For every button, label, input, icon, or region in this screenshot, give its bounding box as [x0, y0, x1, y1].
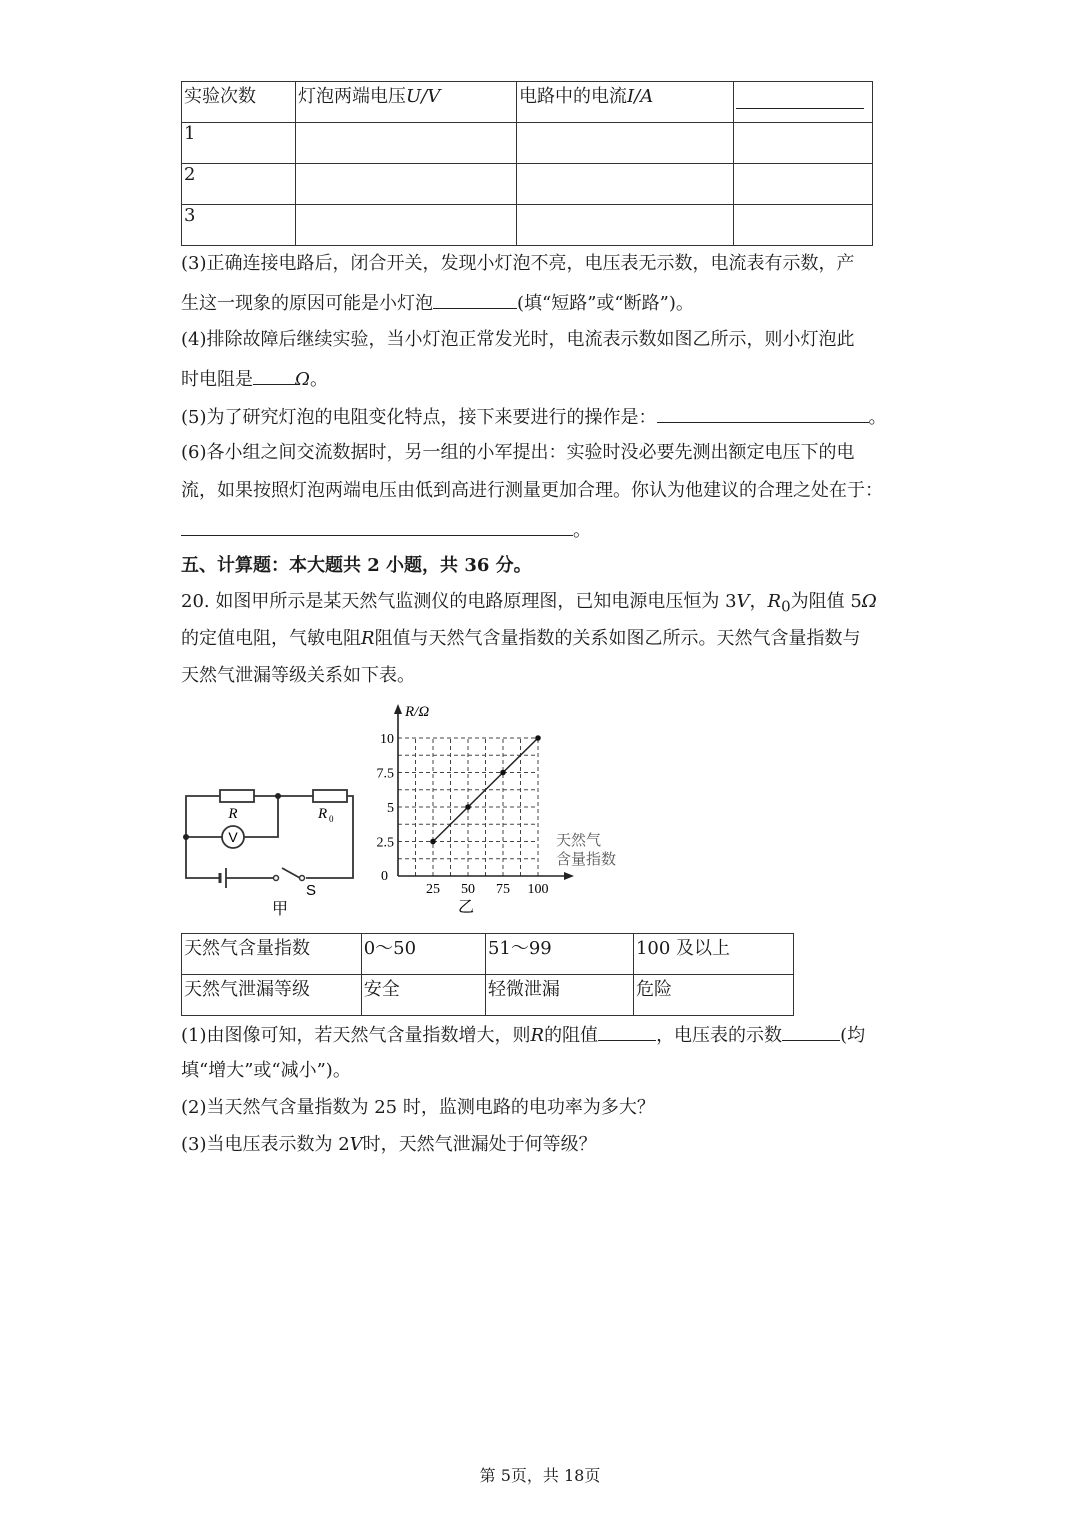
q3-text: 生这一现象的原因可能是小灯泡 [181, 293, 433, 314]
q20-comma: ， [749, 591, 768, 612]
header-current-symbol: I/A [627, 86, 654, 107]
table-cell [734, 164, 873, 205]
q20-1-text-d: (均 [840, 1025, 866, 1046]
q20-volt-unit: V [736, 591, 750, 612]
y-tick-label: 2.5 [376, 835, 394, 851]
header-blank [734, 82, 873, 123]
x-axis-label-line1: 天然气 [556, 831, 602, 849]
voltmeter-label: V [228, 829, 238, 845]
q20-r0-subscript: 0 [781, 597, 791, 616]
table-cell: 100 及以上 [633, 934, 793, 975]
q20-line2 [181, 627, 861, 651]
x-axis-label-line2: 含量指数 [556, 850, 617, 868]
header-blank-line [736, 90, 864, 109]
q3-answer-blank [433, 290, 517, 309]
header-voltage-symbol: U/V [406, 86, 441, 107]
chart-caption: 乙 [457, 897, 475, 916]
q20-1-blank-2 [782, 1022, 840, 1041]
q20-r0-symbol: R [767, 591, 782, 612]
table-row [182, 975, 794, 1016]
q20-text-a: 20. 如图甲所示是某天然气监测仪的电路原理图，已知电源电压恒为 3 [181, 591, 737, 612]
data-point [430, 839, 436, 845]
switch-label: S [305, 882, 317, 899]
q20-3-text-a: (3)当电压表示数为 2 [181, 1134, 350, 1155]
table-cell: 51～99 [485, 934, 633, 975]
q20-2-line: (2)当天然气含量指数为 25 时，监测电路的电功率为多大？ [181, 1097, 655, 1118]
q3-hint: (填“短路”或“断路”)。 [517, 293, 694, 314]
y-axis-arrow [394, 704, 402, 714]
label-r0-sub: 0 [329, 814, 334, 824]
section-heading: 五、计算题：本大题共 2 小题，共 36 分。 [181, 555, 532, 576]
table-cell: 天然气含量指数 [182, 934, 362, 975]
table-cell: 1 [182, 123, 296, 164]
table-cell [296, 164, 517, 205]
chart-ticks [377, 732, 549, 897]
q20-1-text-b: 的阻值 [544, 1025, 599, 1046]
q20-r-symbol: R [361, 628, 375, 649]
q20-text-e: 阻值与天然气含量指数的关系如图乙所示。天然气含量指数与 [374, 628, 861, 649]
q20-ohm-unit: Ω [861, 591, 877, 612]
q6-end: 。 [573, 520, 591, 541]
header-voltage-text: 灯泡两端电压 [298, 86, 407, 107]
x-axis-arrow [564, 872, 574, 880]
resistor-r [220, 790, 254, 802]
circuit-caption: 甲 [271, 899, 289, 918]
table-row [182, 934, 794, 975]
q4-line1: (4)排除故障后继续实验，当小灯泡正常发光时，电流表示数如图乙所示，则小灯泡此 [181, 329, 855, 350]
header-trial-text: 实验次数 [184, 86, 256, 107]
table-cell: 2 [182, 164, 296, 205]
table-cell: 轻微泄漏 [485, 975, 633, 1016]
x-tick-label: 25 [426, 882, 440, 897]
q4-end: 。 [309, 369, 328, 390]
y-tick-label: 5 [387, 801, 394, 816]
resistor-r0 [313, 790, 347, 802]
q20-1-blank-1 [598, 1022, 656, 1041]
junction-top [275, 793, 281, 799]
q20-1-text-a: (1)由图像可知，若天然气含量指数增大，则 [181, 1025, 531, 1046]
switch-pivot [300, 876, 305, 881]
table-cell [734, 123, 873, 164]
q5-end: 。 [868, 407, 887, 428]
resistance-chart [360, 696, 640, 924]
wire-top-left [186, 796, 220, 837]
x-tick-label: 50 [461, 882, 475, 897]
table-row [182, 123, 873, 164]
q6-line2: 流，如果按照灯泡两端电压由低到高进行测量更加合理。你认为他建议的合理之处在于： [181, 480, 883, 501]
q20-3-volt-unit: V [349, 1134, 363, 1155]
wire-right [306, 796, 353, 878]
q20-text-c: 为阻值 5 [790, 591, 862, 612]
switch-blade [282, 868, 300, 878]
circuit-diagram [178, 780, 368, 920]
q20-3-text-b: 时，天然气泄漏处于何等级？ [362, 1134, 597, 1155]
table-cell: 天然气泄漏等级 [182, 975, 362, 1016]
q20-1-text-c: ，电压表的示数 [656, 1025, 783, 1046]
q4-unit: Ω [295, 369, 310, 390]
table-cell: 危险 [633, 975, 793, 1016]
q4-line2 [181, 366, 328, 392]
label-r: R [228, 806, 238, 822]
table-cell: 3 [182, 205, 296, 246]
switch-contact [274, 876, 279, 881]
table-cell: 安全 [361, 975, 485, 1016]
table-cell: 0～50 [361, 934, 485, 975]
junction-left [183, 834, 189, 840]
leak-level-table [181, 933, 794, 1016]
q4-text: 时电阻是 [181, 369, 253, 390]
label-r0: R [318, 806, 328, 822]
q20-text-d: 的定值电阻，气敏电阻 [181, 628, 361, 649]
wire-bottom-left [186, 837, 220, 878]
page-footer: 第 5页，共 18页 [479, 1466, 601, 1485]
data-point [500, 770, 506, 776]
q3-line2 [181, 290, 694, 316]
table-row [182, 164, 873, 205]
table-header-row [182, 82, 873, 123]
header-current [517, 82, 734, 123]
q5-answer-blank [657, 404, 869, 423]
table-cell [296, 205, 517, 246]
y-axis-label: R/Ω [405, 704, 430, 720]
q20-1-line2: 填“增大”或“减小”)。 [181, 1060, 351, 1081]
table-cell [517, 164, 734, 205]
q5-text: (5)为了研究灯泡的电阻变化特点，接下来要进行的操作是： [181, 407, 657, 428]
x-tick-label: 100 [527, 882, 549, 897]
q6-answer-blank [181, 517, 573, 536]
data-table [181, 81, 873, 246]
table-cell [517, 205, 734, 246]
origin-label: 0 [381, 869, 388, 884]
q20-line1 [181, 590, 877, 619]
q20-1-r-symbol: R [530, 1025, 545, 1046]
y-tick-label: 10 [380, 732, 394, 747]
header-trial [182, 82, 296, 123]
data-point [535, 735, 541, 741]
table-row [182, 205, 873, 246]
q4-answer-blank [253, 366, 295, 385]
table-cell [734, 205, 873, 246]
q20-1-line1 [181, 1022, 865, 1048]
q5-line [181, 404, 887, 430]
q6-line3 [181, 517, 591, 543]
q6-line1: (6)各小组之间交流数据时，另一组的小军提出：实验时没必要先测出额定电压下的电 [181, 442, 855, 463]
table-cell [517, 123, 734, 164]
data-point [465, 804, 471, 810]
y-tick-label: 7.5 [376, 766, 394, 782]
q20-line3: 天然气泄漏等级关系如下表。 [181, 665, 415, 686]
header-current-text: 电路中的电流 [519, 86, 628, 107]
header-voltage [296, 82, 517, 123]
q20-3-line [181, 1133, 597, 1157]
x-tick-label: 75 [496, 882, 510, 897]
q3-line1: (3)正确连接电路后，闭合开关，发现小灯泡不亮，电压表无示数，电流表有示数，产 [181, 253, 855, 274]
table-cell [296, 123, 517, 164]
